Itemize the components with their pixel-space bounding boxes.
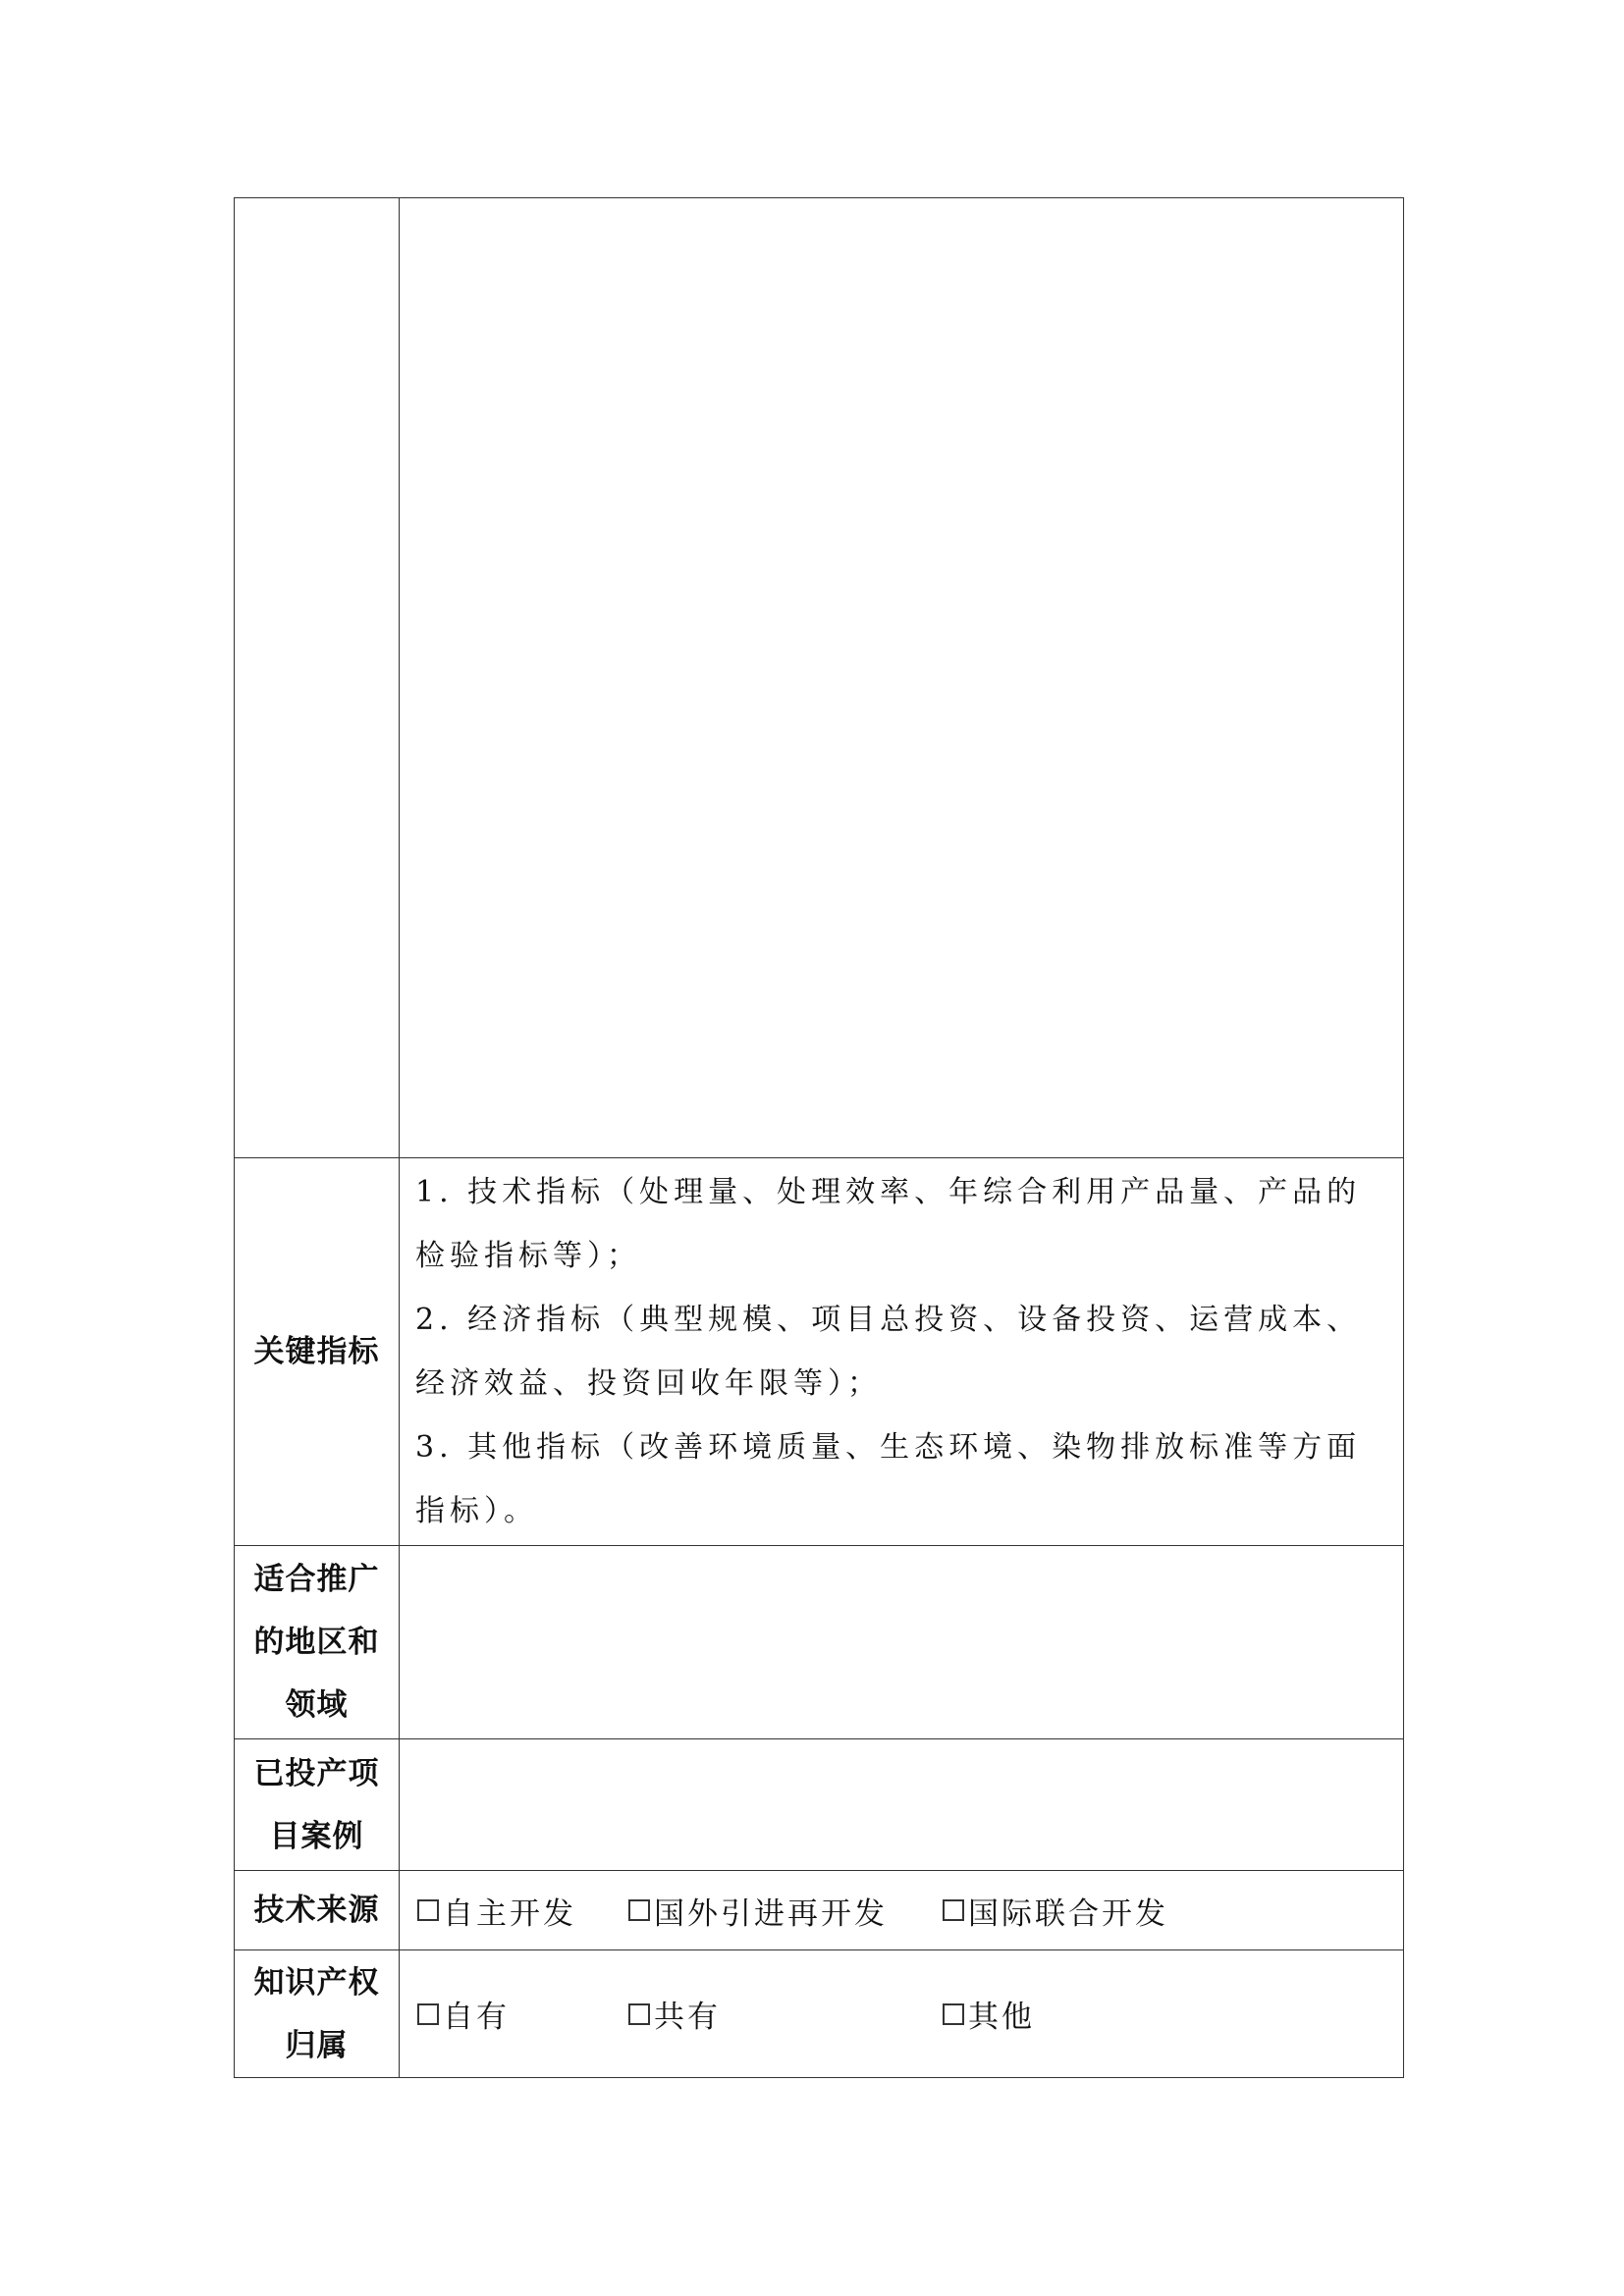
applicable-regions-label: [235, 1546, 400, 1739]
tech-source-label-text: 技术来源: [253, 1893, 380, 1928]
applicable-regions-label-line: 领域: [285, 1687, 349, 1723]
tech-source-option-label: 国外引进再开发: [654, 1896, 888, 1932]
key-indicators-label: [235, 1158, 400, 1546]
ip-ownership-option-label: 自有: [443, 2000, 510, 2035]
economic-indicators-item: 2. 经济指标（典型规模、项目总投资、设备投资、运营成本、经济效益、投资回收年限等）；: [415, 1303, 1362, 1401]
tech-source-options-row: [415, 1889, 1385, 1933]
tech-source-label: [235, 1871, 400, 1950]
other-indicators-item: 3. 其他指标（改善环境质量、生态环境、染物排放标准等方面指标）。: [415, 1430, 1362, 1528]
checkbox-icon[interactable]: [628, 2003, 650, 2025]
tech-source-option-self-developed[interactable]: [417, 1889, 628, 1933]
ip-ownership-label-line: 归属: [285, 2027, 349, 2063]
tech-source-option-label: 国际联合开发: [968, 1896, 1168, 1932]
checkbox-icon[interactable]: [943, 2003, 964, 2025]
ip-ownership-option-label: 其他: [968, 2000, 1035, 2035]
checkbox-icon[interactable]: [628, 1899, 650, 1921]
continued-row-content-cell[interactable]: [400, 198, 1404, 1158]
applicable-regions-row: [235, 1546, 1404, 1739]
key-indicators-row: [235, 1158, 1404, 1546]
ip-ownership-options: [400, 1950, 1404, 2078]
tech-source-option-international[interactable]: [943, 1889, 1168, 1933]
checkbox-icon[interactable]: [417, 1899, 439, 1921]
tech-source-option-imported[interactable]: [628, 1889, 943, 1933]
ip-ownership-label-line: 知识产权: [253, 1964, 380, 2001]
applicable-regions-label-line: 的地区和: [253, 1625, 380, 1660]
ip-ownership-option-label: 共有: [654, 2000, 721, 2035]
key-indicators-content[interactable]: [400, 1158, 1404, 1546]
technical-indicators-item: 1. 技术指标（处理量、处理效率、年综合利用产品量、产品的检验指标等）；: [415, 1175, 1362, 1273]
case-projects-label: [235, 1739, 400, 1871]
ip-ownership-row: [235, 1950, 1404, 2078]
application-form-table: [234, 197, 1404, 2078]
tech-source-options: [400, 1871, 1404, 1950]
ip-ownership-option-shared[interactable]: [628, 1992, 943, 2036]
ip-ownership-label: [235, 1950, 400, 2078]
ip-ownership-options-row: [415, 1992, 1385, 2036]
checkbox-icon[interactable]: [943, 1899, 964, 1921]
case-projects-label-line: 目案例: [269, 1818, 364, 1854]
key-indicators-label-text: 关键指标: [253, 1334, 380, 1369]
case-projects-row: [235, 1739, 1404, 1871]
continued-row-label-cell: [235, 198, 400, 1158]
key-indicators-list: [415, 1158, 1385, 1545]
checkbox-icon[interactable]: [417, 2003, 439, 2025]
case-projects-field[interactable]: [400, 1739, 1404, 1871]
tech-source-row: [235, 1871, 1404, 1950]
ip-ownership-option-other[interactable]: [943, 1992, 1035, 2036]
case-projects-label-line: 已投产项: [253, 1755, 380, 1791]
tech-source-option-label: 自主开发: [443, 1896, 576, 1932]
continued-row: [235, 198, 1404, 1158]
ip-ownership-option-own[interactable]: [417, 1992, 628, 2036]
applicable-regions-field[interactable]: [400, 1546, 1404, 1739]
applicable-regions-label-line: 适合推广: [253, 1562, 380, 1597]
